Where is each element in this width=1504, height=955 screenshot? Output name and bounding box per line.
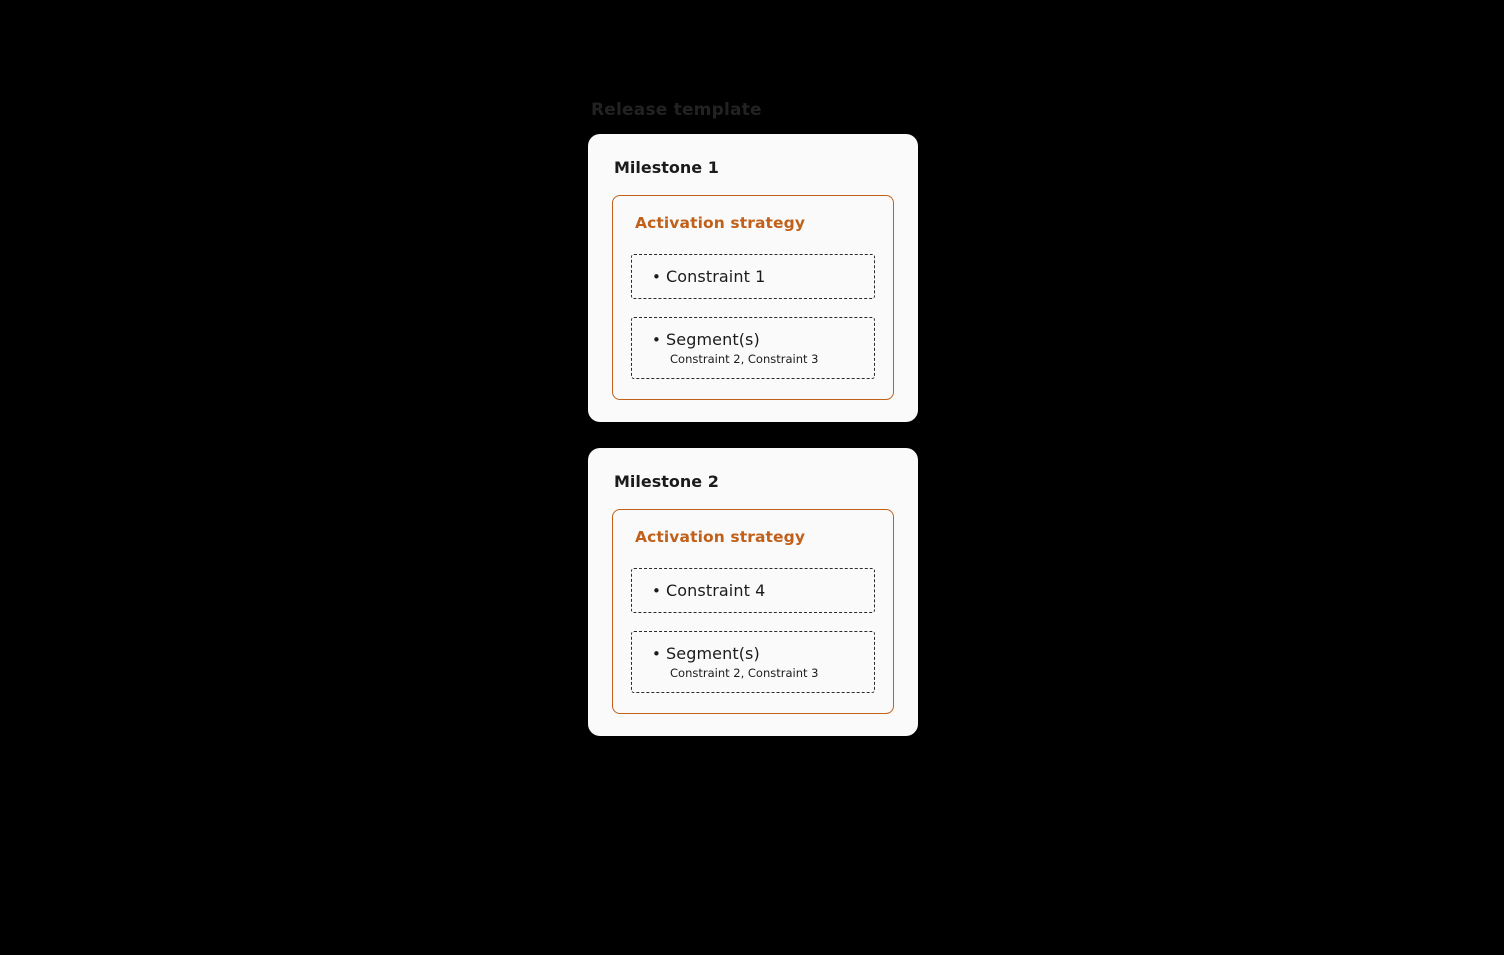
constraint-label: Segment(s)	[666, 330, 760, 349]
constraint-box	[631, 631, 875, 693]
constraint-detail: Constraint 2, Constraint 3	[670, 666, 819, 680]
release-template-diagram	[588, 100, 918, 762]
bullet-icon: •	[652, 582, 661, 600]
constraint-row	[646, 267, 860, 286]
constraint-row	[646, 644, 860, 663]
constraint-label: Constraint 1	[666, 267, 766, 286]
activation-strategy-title: Activation strategy	[635, 528, 806, 546]
constraint-box	[631, 568, 875, 613]
activation-strategy-box	[612, 509, 894, 714]
bullet-icon: •	[652, 645, 661, 663]
bullet-icon: •	[652, 331, 661, 349]
activation-strategy-box	[612, 195, 894, 400]
constraint-row	[646, 581, 860, 600]
milestone-card	[588, 448, 918, 736]
constraint-row	[646, 330, 860, 349]
milestone-card	[588, 134, 918, 422]
activation-strategy-title: Activation strategy	[635, 214, 806, 232]
constraint-label: Segment(s)	[666, 644, 760, 663]
constraint-box	[631, 254, 875, 299]
release-template-title: Release template	[591, 100, 762, 120]
milestone-title: Milestone 2	[614, 472, 719, 491]
bullet-icon: •	[652, 268, 661, 286]
constraint-box	[631, 317, 875, 379]
constraint-label: Constraint 4	[666, 581, 766, 600]
milestone-title: Milestone 1	[614, 158, 719, 177]
constraint-detail: Constraint 2, Constraint 3	[670, 352, 819, 366]
